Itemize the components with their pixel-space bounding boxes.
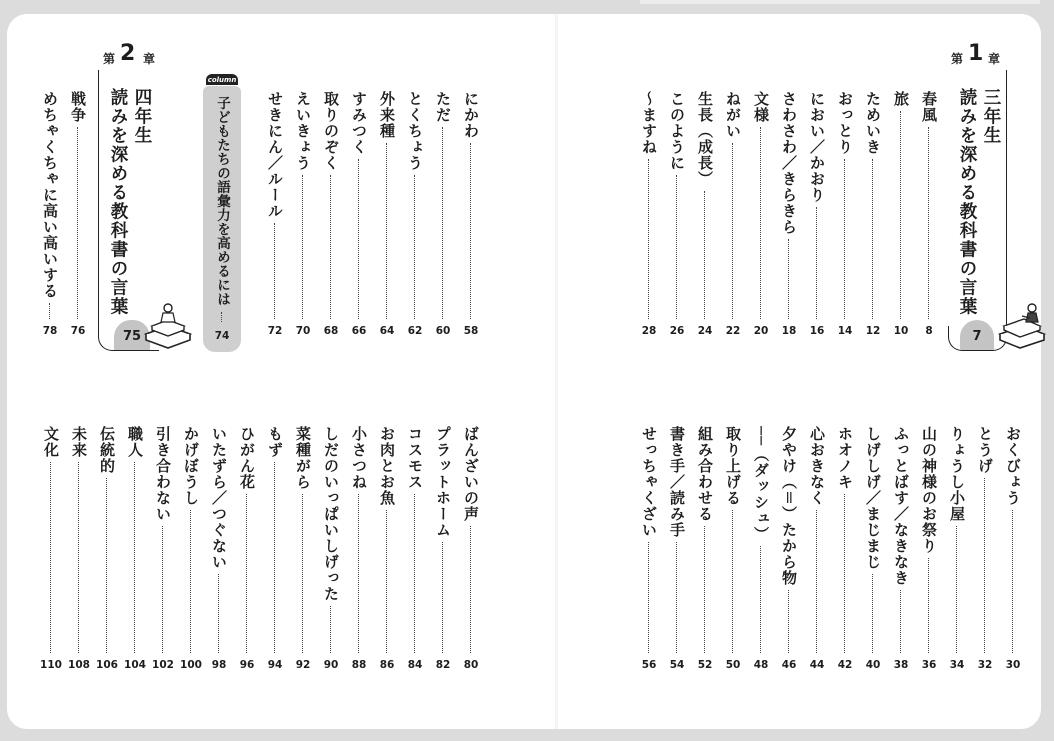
leader-dots <box>760 127 761 319</box>
toc-page-number: 86 <box>379 659 395 671</box>
toc-page-number: 22 <box>725 325 741 337</box>
leader-dots <box>302 175 303 319</box>
chapter-label-dai: 第 <box>103 52 116 66</box>
toc-page-number: 60 <box>435 325 451 337</box>
toc-page-number: 106 <box>96 659 118 671</box>
toc-entry-title: ひがん花 <box>238 426 256 490</box>
leader-dots <box>704 526 705 653</box>
leader-dots <box>162 526 163 653</box>
toc-entry[interactable] <box>944 426 970 677</box>
toc-entry[interactable] <box>262 426 288 677</box>
toc-entry[interactable] <box>122 426 148 677</box>
toc-entry[interactable] <box>720 91 746 343</box>
toc-entry[interactable] <box>804 91 830 343</box>
toc-entry-title: かげぼうし <box>182 426 200 506</box>
toc-entry[interactable] <box>972 426 998 677</box>
leader-dots <box>246 494 247 653</box>
toc-page-number: 62 <box>407 325 423 337</box>
toc-page-number: 96 <box>239 659 255 671</box>
toc-page-number: 8 <box>925 325 933 337</box>
toc-page-number: 92 <box>295 659 311 671</box>
leader-dots <box>414 494 415 653</box>
leader-dots <box>676 542 677 653</box>
toc-entry-title: ～ますね <box>640 91 658 155</box>
toc-page-number: 46 <box>781 659 797 671</box>
toc-entry[interactable] <box>748 426 774 677</box>
toc-entry-title: 山の神様のお祭り <box>920 426 938 554</box>
leader-dots <box>134 462 135 653</box>
toc-entry[interactable] <box>430 426 456 677</box>
leader-dots <box>872 159 873 319</box>
toc-entry-title: 職人 <box>126 426 144 458</box>
toc-entry[interactable] <box>748 91 774 343</box>
toc-page-number: 70 <box>295 325 311 337</box>
toc-page-number: 90 <box>323 659 339 671</box>
toc-page-number: 108 <box>68 659 90 671</box>
toc-entry[interactable] <box>860 426 886 677</box>
leader-dots <box>442 127 443 319</box>
chapter-title: 読みを深める教科書の言葉 <box>108 88 128 316</box>
column-logo: column <box>207 76 237 84</box>
chapter-label-sho: 章 <box>988 52 1001 66</box>
toc-entry-title: 書き手／読み手 <box>668 426 686 538</box>
leader-dots <box>78 462 79 653</box>
toc-entry-title: 心おきなく <box>808 426 826 506</box>
leader-dots <box>900 111 901 319</box>
leader-dots <box>274 462 275 653</box>
leader-dots <box>676 175 677 319</box>
chapter-grade: 四年生 <box>132 88 152 145</box>
toc-entry-title: もず <box>266 426 284 458</box>
toc-entry[interactable] <box>290 91 316 343</box>
toc-entry[interactable] <box>262 91 288 343</box>
toc-page-number: 42 <box>837 659 853 671</box>
leader-dots <box>900 590 901 653</box>
toc-entry-title: 旅 <box>892 91 910 107</box>
toc-entry-title: ためいき <box>864 91 882 155</box>
toc-entry-title: 引き合わない <box>154 426 172 522</box>
chapter-number: 1 <box>968 41 984 66</box>
toc-page-number: 12 <box>865 325 881 337</box>
toc-entry[interactable] <box>318 426 344 677</box>
toc-entry[interactable] <box>692 91 718 343</box>
leader-dots <box>274 223 275 319</box>
toc-page-number: 16 <box>809 325 825 337</box>
toc-page-number: 68 <box>323 325 339 337</box>
leader-dots <box>928 127 929 319</box>
toc-entry[interactable] <box>65 91 91 343</box>
toc-entry-title: めちゃくちゃに高い高いする <box>41 91 59 299</box>
leader-dots <box>302 494 303 653</box>
leader-dots <box>844 494 845 653</box>
toc-entry[interactable] <box>720 426 746 677</box>
leader-dots <box>330 606 331 653</box>
toc-entry[interactable] <box>290 426 316 677</box>
toc-page-number: 38 <box>893 659 909 671</box>
leader-dots <box>816 207 817 319</box>
toc-entry-title: 春風 <box>920 91 938 123</box>
leader-dots <box>648 159 649 319</box>
toc-entry-title: 生長（成長） <box>696 91 714 187</box>
toc-entry[interactable] <box>37 91 63 343</box>
toc-page-number: 54 <box>669 659 685 671</box>
toc-entry[interactable] <box>430 91 456 343</box>
toc-page-number: 80 <box>463 659 479 671</box>
toc-entry-title: えいきょう <box>294 91 312 171</box>
toc-entry-title: 文化 <box>42 426 60 458</box>
leader-dots <box>190 510 191 653</box>
toc-entry-title: 未来 <box>70 426 88 458</box>
leader-dots <box>844 159 845 319</box>
leader-dots <box>442 542 443 653</box>
toc-page-number: 78 <box>42 325 58 337</box>
leader-dots <box>704 191 705 319</box>
leader-dots <box>358 494 359 653</box>
toc-page-number: 72 <box>267 325 283 337</box>
toc-entry[interactable] <box>832 91 858 343</box>
toc-page-number: 48 <box>753 659 769 671</box>
leader-dots <box>872 574 873 653</box>
toc-entry[interactable] <box>636 426 662 677</box>
toc-entry-title: 戦争 <box>69 91 87 123</box>
toc-entry-title: 小さつね <box>350 426 368 490</box>
toc-entry-title: 組み合わせる <box>696 426 714 522</box>
leader-dots <box>788 590 789 653</box>
toc-entry[interactable] <box>458 91 484 343</box>
books-reading-icon <box>998 300 1046 350</box>
toc-entry-title: 菜種がら <box>294 426 312 490</box>
toc-page-number: 18 <box>781 325 797 337</box>
toc-entry[interactable] <box>804 426 830 677</box>
chapter-page-badge: 75 <box>114 320 150 350</box>
toc-page-number: 102 <box>152 659 174 671</box>
chapter-grade: 三年生 <box>981 88 1001 145</box>
toc-page-number: 98 <box>211 659 227 671</box>
toc-entry[interactable] <box>178 426 204 677</box>
toc-entry-title: とうげ <box>976 426 994 474</box>
toc-page-number: 44 <box>809 659 825 671</box>
toc-page-number: 100 <box>180 659 202 671</box>
toc-entry[interactable] <box>860 91 886 343</box>
toc-entry[interactable] <box>346 426 372 677</box>
toc-entry-title: しげしげ／まじまじ <box>864 426 882 570</box>
chapter-page-badge: 7 <box>960 320 994 350</box>
toc-entry[interactable] <box>776 91 802 343</box>
toc-entry[interactable] <box>1000 426 1026 677</box>
leader-dots <box>386 143 387 319</box>
toc-entry-title: 伝統的 <box>98 426 116 474</box>
toc-page-number: 36 <box>921 659 937 671</box>
toc-entry-title: おくびょう <box>1004 426 1022 506</box>
toc-entry[interactable] <box>374 426 400 677</box>
toc-page-number: 110 <box>40 659 62 671</box>
toc-entry[interactable] <box>916 426 942 677</box>
toc-entry[interactable] <box>664 426 690 677</box>
toc-page-number: 88 <box>351 659 367 671</box>
leader-dots <box>470 526 471 653</box>
toc-entry-title: ──（ダッシュ） <box>752 426 770 543</box>
toc-entry-title: ホオノキ <box>836 426 854 490</box>
toc-page-number: 30 <box>1005 659 1021 671</box>
toc-page-number: 82 <box>435 659 451 671</box>
leader-dots <box>218 574 219 653</box>
toc-entry[interactable] <box>692 426 718 677</box>
column-entry[interactable] <box>203 86 241 352</box>
toc-page-number: 76 <box>70 325 86 337</box>
toc-page-number: 52 <box>697 659 713 671</box>
leader-dots <box>221 312 222 322</box>
toc-entry-title: 夕やけ（＝）たから物 <box>780 426 798 587</box>
toc-page-number: 24 <box>697 325 713 337</box>
toc-entry[interactable] <box>346 91 372 343</box>
leader-dots <box>77 127 78 319</box>
toc-entry-title: 文様 <box>752 91 770 123</box>
leader-dots <box>928 558 929 653</box>
toc-entry-title: せっちゃくざい <box>640 426 658 538</box>
leader-dots <box>414 175 415 319</box>
chapter-label-sho: 章 <box>143 52 156 66</box>
toc-page-number: 104 <box>124 659 146 671</box>
chapter-title: 読みを深める教科書の言葉 <box>957 88 977 316</box>
toc-entry-title: すみつく <box>350 91 368 155</box>
leader-dots <box>50 462 51 653</box>
toc-entry[interactable] <box>458 426 484 677</box>
column-page-number: 74 <box>214 330 230 342</box>
toc-entry-title: ねがい <box>724 91 742 139</box>
toc-entry[interactable] <box>832 426 858 677</box>
toc-entry[interactable] <box>916 91 942 343</box>
toc-entry-title: おっとり <box>836 91 854 155</box>
toc-entry[interactable] <box>664 91 690 343</box>
toc-page-number: 28 <box>641 325 657 337</box>
toc-entry[interactable] <box>234 426 260 677</box>
toc-entry-title: 外来種 <box>378 91 396 139</box>
toc-entry-title: にかわ <box>462 91 480 139</box>
toc-entry[interactable] <box>776 426 802 677</box>
toc-entry-title: りょうし小屋 <box>948 426 966 522</box>
toc-page-number: 14 <box>837 325 853 337</box>
toc-entry[interactable] <box>206 426 232 677</box>
leader-dots <box>386 510 387 653</box>
toc-entry-title: さわさわ／きらきら <box>780 91 798 235</box>
toc-page-number: 10 <box>893 325 909 337</box>
chapter-label-dai: 第 <box>951 52 964 66</box>
leader-dots <box>470 143 471 319</box>
toc-page-number: 64 <box>379 325 395 337</box>
toc-entry-title: お肉とお魚 <box>378 426 396 506</box>
leader-dots <box>956 526 957 653</box>
toc-entry-title: ふっとばす／なきなき <box>892 426 910 586</box>
toc-entry-title: プラットホーム <box>434 426 452 538</box>
toc-entry-title: しだのいっぱいしげった <box>322 426 340 602</box>
leader-dots <box>1012 510 1013 653</box>
leader-dots <box>732 510 733 653</box>
toc-page-number: 56 <box>641 659 657 671</box>
leader-dots <box>788 239 789 319</box>
toc-page-number: 94 <box>267 659 283 671</box>
leader-dots <box>49 303 50 319</box>
toc-entry-title: コスモス <box>406 426 424 490</box>
toc-page-number: 26 <box>669 325 685 337</box>
toc-entry[interactable] <box>150 426 176 677</box>
leader-dots <box>648 542 649 653</box>
toc-page-number: 58 <box>463 325 479 337</box>
toc-entry-title: 取り上げる <box>724 426 742 506</box>
toc-entry-title: 取りのぞく <box>322 91 340 171</box>
leader-dots <box>816 510 817 653</box>
toc-page-number: 40 <box>865 659 881 671</box>
books-reading-icon <box>144 300 192 350</box>
toc-page-number: 32 <box>977 659 993 671</box>
toc-entry[interactable] <box>888 91 914 343</box>
toc-entry[interactable] <box>402 91 428 343</box>
leader-dots <box>984 478 985 653</box>
toc-page-number: 20 <box>753 325 769 337</box>
toc-entry[interactable] <box>66 426 92 677</box>
toc-entry[interactable] <box>38 426 64 677</box>
leader-dots <box>760 546 761 653</box>
toc-page-number: 50 <box>725 659 741 671</box>
toc-entry[interactable] <box>374 91 400 343</box>
toc-entry[interactable] <box>94 426 120 677</box>
toc-page-number: 66 <box>351 325 367 337</box>
toc-entry[interactable] <box>888 426 914 677</box>
column-title: 子どもたちの語彙力を高めるには <box>214 96 230 306</box>
toc-entry-title: せきにん／ルール <box>266 91 284 219</box>
leader-dots <box>330 175 331 319</box>
toc-entry[interactable] <box>636 91 662 343</box>
toc-entry-title: ただ <box>434 91 452 123</box>
leader-dots <box>106 478 107 653</box>
toc-entry-title: におい／かおり <box>808 91 826 203</box>
chapter-number: 2 <box>120 41 136 66</box>
toc-page-number: 84 <box>407 659 423 671</box>
toc-page-number: 34 <box>949 659 965 671</box>
toc-entry-title: とくちょう <box>406 91 424 171</box>
toc-entry[interactable] <box>402 426 428 677</box>
toc-entry-title: いたずら／つぐない <box>210 426 228 570</box>
toc-entry-title: ばんざいの声 <box>462 426 480 522</box>
leader-dots <box>732 143 733 319</box>
toc-entry-title: このように <box>668 91 686 171</box>
leader-dots <box>358 159 359 319</box>
toc-entry[interactable] <box>318 91 344 343</box>
